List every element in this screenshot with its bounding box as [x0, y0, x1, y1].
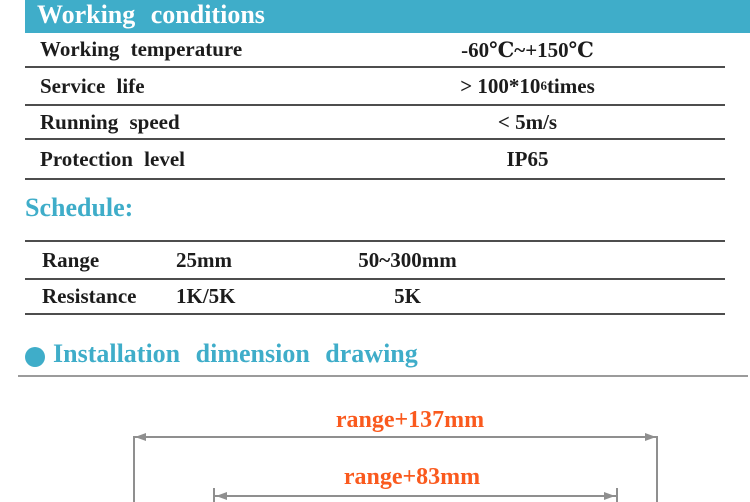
table-row: [25, 33, 725, 68]
spec-label-running-speed: Running speed: [40, 109, 180, 134]
arrow-left-icon: [135, 433, 146, 441]
service-life-value-prefix: > 100*10: [460, 73, 541, 98]
spec-value-running-speed: < 5m/s: [497, 109, 558, 134]
arrow-left-icon: [216, 492, 227, 500]
dimension-line-outer: [133, 436, 658, 438]
spec-value-protection-level: IP65: [506, 146, 549, 171]
tick-left: [213, 488, 215, 502]
table-row: [25, 106, 725, 140]
dim-label-outer: range+137mm: [335, 407, 485, 433]
service-life-value-suffix: times: [546, 73, 595, 98]
schedule-range-label: Range: [42, 247, 100, 272]
working-conditions-header: [25, 0, 750, 33]
extension-line-left: [133, 436, 135, 502]
spec-label-protection-level: Protection level: [40, 146, 185, 171]
dimension-line-inner: [213, 495, 618, 497]
schedule-title: Schedule:: [25, 193, 134, 222]
schedule-range-col2: 25mm: [176, 247, 232, 272]
table-row: [25, 242, 725, 278]
installation-title: Installation dimension drawing: [53, 339, 418, 368]
arrow-right-icon: [604, 492, 615, 500]
spec-label-working-temperature: Working temperature: [40, 37, 243, 61]
arrow-right-icon: [645, 433, 656, 441]
bullet-icon: [25, 347, 45, 367]
working-conditions-title: Working conditions: [37, 0, 265, 29]
table-row: [25, 140, 725, 180]
spec-value-service-life: > 100*10 6 times: [460, 73, 595, 98]
spec-value-working-temperature: -60℃~+150℃: [461, 37, 594, 62]
extension-line-right: [656, 436, 658, 502]
tick-right: [616, 488, 618, 502]
schedule-resistance-col2: 1K/5K: [176, 284, 236, 308]
table-row: [25, 68, 725, 106]
spec-label-service-life: Service life: [40, 73, 145, 98]
schedule-resistance-col3: 5K: [394, 284, 421, 308]
table-row: [25, 280, 725, 313]
schedule-resistance-label: Resistance: [42, 284, 137, 308]
dim-label-inner: range+83mm: [343, 464, 481, 490]
schedule-range-col3: 50~300mm: [358, 247, 457, 272]
schedule-table-bottom-rule: [25, 313, 725, 315]
installation-heading-rule: [18, 375, 748, 377]
